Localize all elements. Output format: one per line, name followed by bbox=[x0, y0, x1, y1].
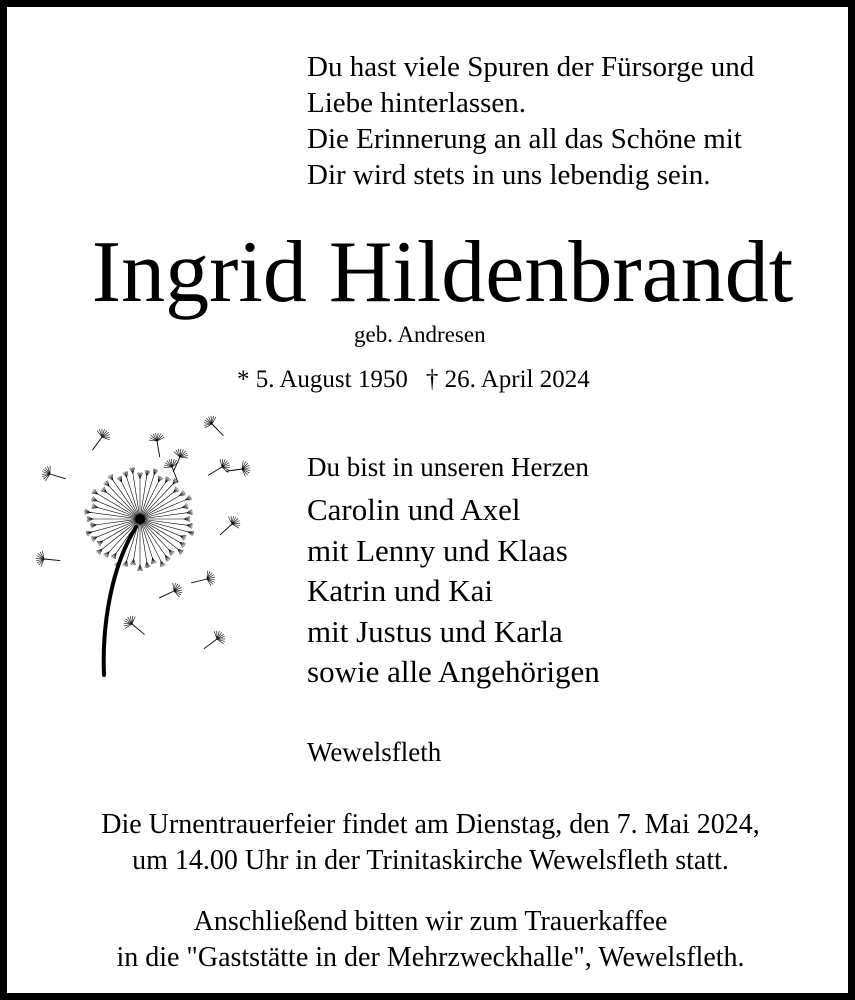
life-dates bbox=[237, 364, 590, 396]
poem-line: Du hast viele Spuren der Fürsorge und bbox=[307, 51, 755, 83]
ceremony-info bbox=[7, 807, 848, 879]
mourner-line: Carolin und Axel bbox=[307, 492, 521, 527]
intro-line: Du bist in unseren Herzen bbox=[307, 452, 589, 482]
poem-line: Dir wird stets in uns lebendig sein. bbox=[307, 159, 711, 191]
maiden-name: geb. Andresen bbox=[354, 322, 486, 347]
dandelion-icon bbox=[32, 409, 267, 684]
birth-date: * 5. August 1950 bbox=[237, 366, 408, 393]
coffee-line: Anschließend bitten wir zum Trauerkaffee bbox=[193, 906, 668, 937]
poem bbox=[307, 49, 754, 193]
mourner-line: sowie alle Angehörigen bbox=[307, 654, 600, 689]
mourner-line: mit Justus und Karla bbox=[307, 613, 563, 649]
death-date: † 26. April 2024 bbox=[425, 366, 590, 393]
place: Wewelsfleth bbox=[307, 737, 442, 767]
poem-line: Die Erinnerung an all das Schöne mit bbox=[307, 123, 742, 155]
ceremony-line: Die Urnentrauerfeier findet am Dienstag, den 7. Mai 2024, bbox=[101, 809, 760, 840]
coffee-info bbox=[7, 904, 848, 976]
coffee-line: in die "Gaststätte in der Mehrzweckhalle", Wewelsfleth. bbox=[116, 942, 745, 973]
mourner-line: Katrin und Kai bbox=[307, 573, 493, 608]
deceased-name: Ingrid Hildenbrandt bbox=[91, 224, 794, 321]
ceremony-line: um 14.00 Uhr in der Trinitaskirche Wewelsfleth statt. bbox=[132, 845, 729, 876]
mourner-line: mit Lenny und Klaas bbox=[307, 532, 568, 568]
poem-line: Liebe hinterlassen. bbox=[307, 87, 527, 119]
mourners-list bbox=[307, 490, 600, 693]
